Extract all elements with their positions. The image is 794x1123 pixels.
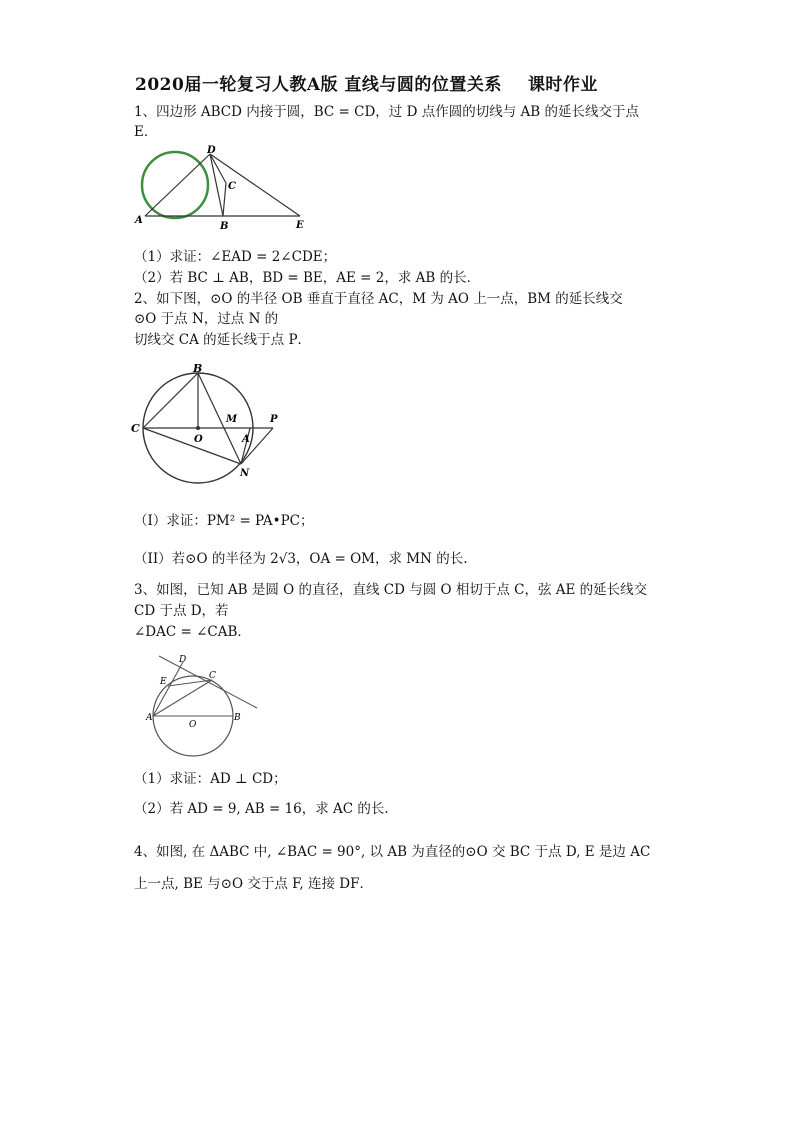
q1-label-d: D — [207, 145, 216, 156]
q2-part2: （II）若⊙O 的半径为 2√3，OA = OM，求 MN 的长. — [134, 551, 468, 567]
q3-stem-line1: 3、如图，已知 AB 是圆 O 的直径，直线 CD 与圆 O 相切于点 C，弦 AE 的延长线交 — [134, 582, 648, 598]
q1-label-b: B — [220, 221, 229, 232]
q1-figure — [130, 145, 320, 235]
q1-line-cb — [223, 183, 226, 216]
q3-label-b: B — [234, 713, 241, 723]
q3-label-c: C — [209, 671, 216, 681]
q1-label-c: C — [228, 181, 236, 192]
q1-circle — [142, 152, 208, 218]
q2-label-o: O — [194, 434, 203, 445]
page-title — [135, 70, 598, 95]
q4-stem-line1: 4、如图, 在 ΔABC 中, ∠BAC = 90°, 以 AB 为直径的⊙O 交 BC 于点 D, E 是边 AC — [134, 844, 651, 860]
q2-stem-line3: 切线交 CA 的延长线于点 P． — [134, 332, 312, 348]
q1-label-a: A — [135, 215, 143, 226]
q4-stem-line2: 上一点, BE 与⊙O 交于点 F, 连接 DF． — [134, 876, 373, 892]
q3-line-ad — [153, 662, 183, 716]
q3-label-a: A — [146, 713, 153, 723]
q3-label-o: O — [189, 720, 197, 730]
q3-stem-line3: ∠DAC = ∠CAB． — [134, 624, 251, 640]
q2-label-a: A — [242, 434, 250, 445]
q2-part1: （I）求证：PM² = PA•PC； — [134, 513, 314, 529]
q1-line-db — [210, 154, 223, 216]
q2-line-cb — [143, 373, 198, 428]
q2-label-b: B — [193, 362, 203, 375]
q2-center-dot — [196, 426, 200, 430]
q3-part1: （1）求证：AD ⊥ CD； — [134, 771, 287, 787]
q2-label-p: P — [270, 414, 278, 425]
q3-stem-line2: CD 于点 D，若 — [134, 603, 229, 619]
q1-part2: （2）若 BC ⊥ AB，BD = BE，AE = 2，求 AB 的长． — [134, 270, 481, 286]
q3-figure — [145, 650, 265, 760]
q2-label-n: N — [240, 468, 250, 479]
q1-line-dc — [210, 154, 226, 183]
q2-stem-line1: 2、如下图，⊙O 的半径 OB 垂直于直径 AC，M 为 AO 上一点，BM 的延长线交 — [134, 291, 623, 307]
q2-label-m: M — [226, 414, 238, 425]
q1-stem-line2: E． — [134, 124, 158, 140]
q1-label-e: E — [296, 220, 304, 231]
q2-stem-line2: ⊙O 于点 N，过点 N 的 — [134, 311, 279, 327]
q2-label-c: C — [131, 422, 140, 435]
q3-label-e: E — [160, 677, 167, 687]
q2-figure — [128, 360, 288, 485]
q3-label-d: D — [179, 655, 187, 665]
q1-part1: （1）求证：∠EAD = 2∠CDE； — [134, 249, 337, 265]
q3-part2: （2）若 AD = 9, AB = 16，求 AC 的长. — [134, 801, 389, 817]
title-main: 2020届一轮复习人教A版 直线与圆的位置关系 — [135, 75, 502, 95]
title-sub: 课时作业 — [527, 75, 598, 95]
q1-stem-line1: 1、四边形 ABCD 内接于圆，BC = CD，过 D 点作圆的切线与 AB 的延长线交于点 — [134, 104, 639, 120]
